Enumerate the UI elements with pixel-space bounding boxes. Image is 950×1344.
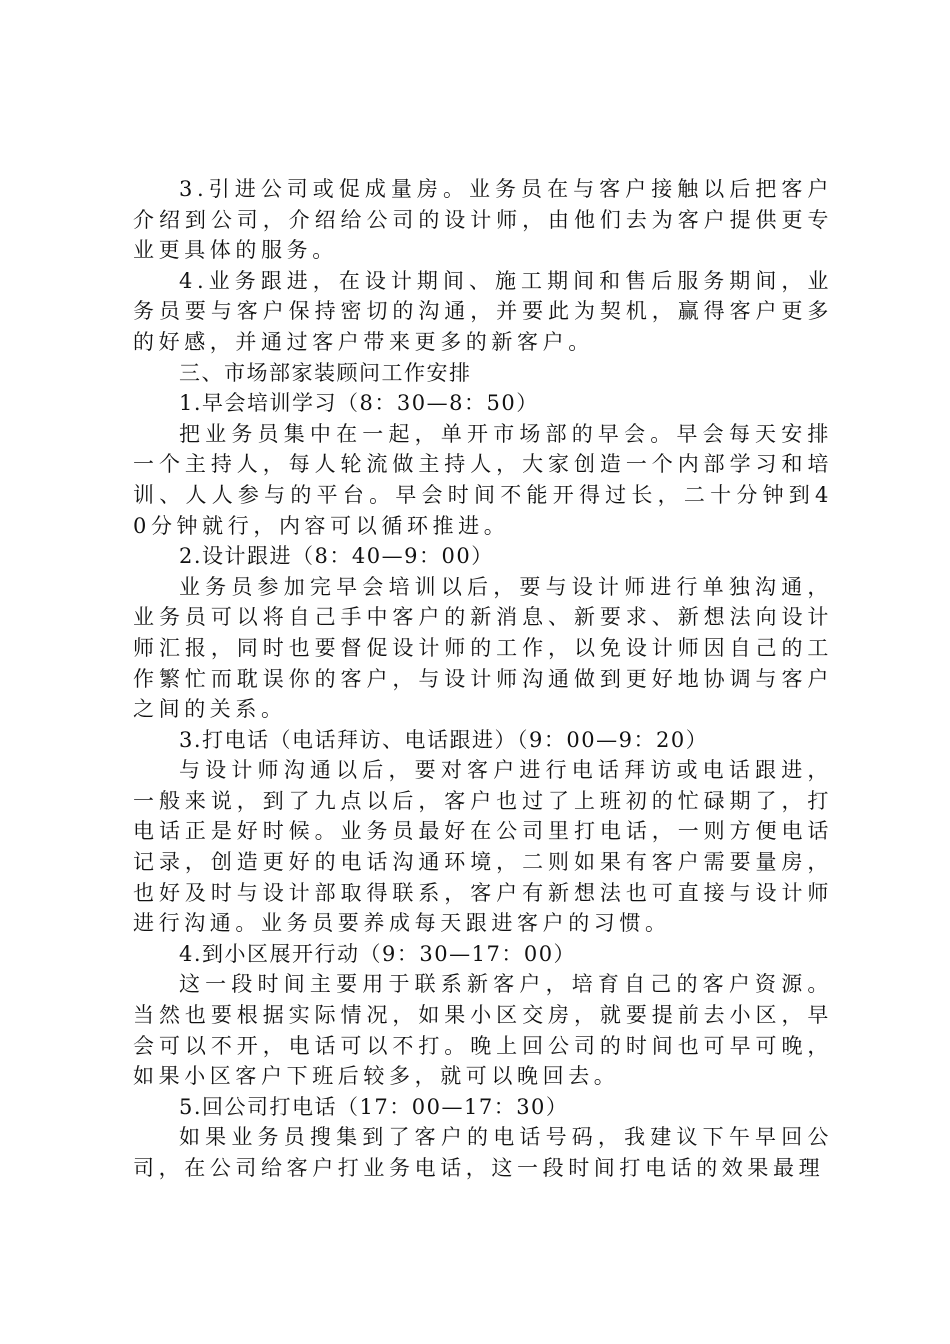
paragraph-morning-meeting: 把业务员集中在一起，单开市场部的早会。早会每天安排一个主持人，每人轮流做主持人，大家创造一个内部学习和培训、人人参与的平台。早会时间不能开得过长，二十分钟到40分钟就行，内容可以循环推进。	[133, 421, 833, 538]
subheading-return-office-calls: 5.回公司打电话（17：00—17：30）	[179, 1094, 569, 1119]
paragraph-phone-calls: 与设计师沟通以后，要对客户进行电话拜访或电话跟进，一般来说，到了九点以后，客户也过了上班初的忙碌期了，打电话正是好时候。业务员最好在公司里打电话，一则方便电话记录，创造更好的电话沟通环境，二则如果有客户需要量房，也好及时与设计部取得联系，客户有新想法也可直接与设计师进行沟通。业务员要养成每天跟进客户的习惯。	[133, 758, 833, 936]
subheading-morning-meeting: 1.早会培训学习（8：30—8：50）	[179, 391, 539, 416]
paragraph-return-office-calls: 如果业务员搜集到了客户的电话号码，我建议下午早回公司，在公司给客户打业务电话，这一段时间打电话的效果最理	[133, 1125, 833, 1180]
paragraph-item3-intro-company: 3.引进公司或促成量房。业务员在与客户接触以后把客户介绍到公司，介绍给公司的设计师，由他们去为客户提供更专业更具体的服务。	[133, 177, 833, 263]
paragraph-design-follow-up: 业务员参加完早会培训以后，要与设计师进行单独沟通，业务员可以将自己手中客户的新消息、新要求、新想法向设计师汇报，同时也要督促设计师的工作，以免设计师因自己的工作繁忙而耽误你的客户，与设计师沟通做到更好地协调与客户之间的关系。	[133, 574, 833, 722]
paragraph-community-action: 这一段时间主要用于联系新客户，培育自己的客户资源。当然也要根据实际情况，如果小区交房，就要提前去小区，早会可以不开，电话可以不打。晚上回公司的时间也可早可晚，如果小区客户下班后较多，就可以晚回去。	[133, 972, 833, 1089]
document-body	[133, 174, 833, 1184]
paragraph-item4-follow-up: 4.业务跟进，在设计期间、施工期间和售后服务期间，业务员要与客户保持密切的沟通，并要此为契机，赢得客户更多的好感，并通过客户带来更多的新客户。	[133, 268, 833, 354]
section-heading-work-arrangement: 三、市场部家装顾问工作安排	[179, 360, 472, 385]
subheading-community-action: 4.到小区展开行动（9：30—17：00）	[179, 941, 577, 966]
subheading-phone-calls: 3.打电话（电话拜访、电话跟进）（9：00—9：20）	[179, 727, 709, 752]
subheading-design-follow-up: 2.设计跟进（8：40—9：00）	[179, 544, 494, 569]
